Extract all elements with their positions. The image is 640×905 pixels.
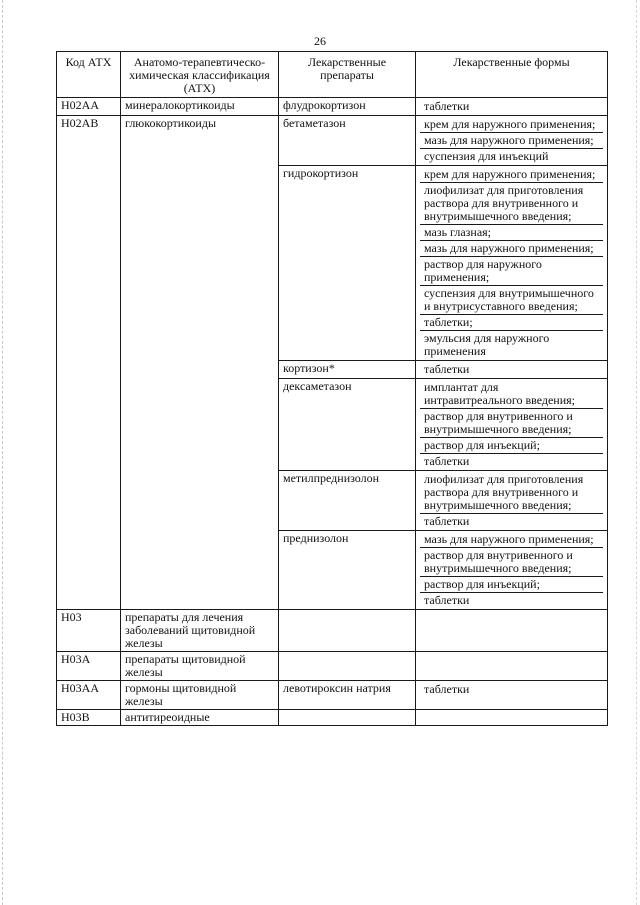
table-row xyxy=(57,710,608,726)
forms-cell xyxy=(416,710,608,726)
dosage-form: мазь глазная; xyxy=(420,224,603,240)
header-group: Анатомо-терапевтическо-химическая классификация (АТХ) xyxy=(121,52,279,98)
table-row xyxy=(57,652,608,681)
header-forms: Лекарственные формы xyxy=(416,52,608,98)
drug-cell: дексаметазон xyxy=(279,379,416,471)
table-header-row xyxy=(57,52,608,98)
forms-cell xyxy=(416,610,608,652)
forms-cell xyxy=(416,531,608,610)
dosage-form: мазь для наружного применения; xyxy=(420,240,603,256)
drug-cell: преднизолон xyxy=(279,531,416,610)
code-cell: H03AA xyxy=(57,681,121,710)
drug-cell: кортизон* xyxy=(279,361,416,379)
dosage-form: суспензия для инъекций xyxy=(420,148,603,164)
scan-edge-left xyxy=(2,0,4,905)
group-cell: препараты щитовидной железы xyxy=(121,652,279,681)
dosage-form: эмульсия для наружного применения xyxy=(420,330,603,359)
dosage-form: таблетки; xyxy=(420,314,603,330)
drug-cell: бетаметазон xyxy=(279,116,416,166)
forms-cell xyxy=(416,681,608,710)
dosage-form: раствор для внутривенного и внутримышечного введения; xyxy=(420,408,603,437)
code-cell: H03 xyxy=(57,610,121,652)
dosage-form: таблетки xyxy=(420,592,603,608)
scan-edge-right xyxy=(636,0,638,905)
drug-cell xyxy=(279,652,416,681)
page-number: 26 xyxy=(314,34,326,48)
header-drugs: Лекарственные препараты xyxy=(279,52,416,98)
header-code: Код АТХ xyxy=(57,52,121,98)
dosage-form: раствор для наружного применения; xyxy=(420,256,603,285)
dosage-form: лиофилизат для приготовления раствора для внутривенного и внутримышечного введения; xyxy=(424,472,584,512)
group-cell: антитиреоидные xyxy=(121,710,279,726)
dosage-form: суспензия для внутримышечного и внутрисуставного введения; xyxy=(420,285,603,314)
forms-cell xyxy=(416,652,608,681)
group-cell: препараты для лечения заболеваний щитовидной железы xyxy=(121,610,279,652)
table-row xyxy=(57,610,608,652)
table-row xyxy=(57,98,608,116)
group-cell: глюкокортикоиды xyxy=(121,116,279,610)
dosage-form: таблетки xyxy=(424,362,470,376)
code-cell: H03A xyxy=(57,652,121,681)
dosage-form: крем для наружного применения; xyxy=(424,167,596,181)
code-cell: H02AB xyxy=(57,116,121,610)
dosage-form: лиофилизат для приготовления раствора для внутривенного и внутримышечного введения; xyxy=(420,182,603,224)
dosage-form: мазь для наружного применения; xyxy=(424,532,594,546)
forms-cell xyxy=(416,361,608,379)
table-row xyxy=(57,681,608,710)
forms-cell xyxy=(416,379,608,471)
drug-cell: флудрокортизон xyxy=(279,98,416,116)
atx-drug-table xyxy=(56,51,608,726)
dosage-form: крем для наружного применения; xyxy=(424,117,596,131)
dosage-form: таблетки xyxy=(424,99,470,113)
dosage-form: таблетки xyxy=(424,682,470,696)
group-cell: минералокортикоиды xyxy=(121,98,279,116)
group-cell: гормоны щитовидной железы xyxy=(121,681,279,710)
dosage-form: раствор для инъекций; xyxy=(420,576,603,592)
forms-cell xyxy=(416,98,608,116)
forms-cell xyxy=(416,166,608,361)
dosage-form: раствор для инъекций; xyxy=(420,437,603,453)
dosage-form: имплантат для интравитреального введения; xyxy=(424,380,576,407)
forms-cell xyxy=(416,116,608,166)
dosage-form: таблетки xyxy=(420,453,603,469)
table-row xyxy=(57,116,608,166)
forms-cell xyxy=(416,471,608,531)
code-cell: H03B xyxy=(57,710,121,726)
dosage-form: раствор для внутривенного и внутримышечного введения; xyxy=(420,547,603,576)
code-cell: H02AA xyxy=(57,98,121,116)
drug-cell: гидрокортизон xyxy=(279,166,416,361)
drug-cell xyxy=(279,710,416,726)
drug-cell: левотироксин натрия xyxy=(279,681,416,710)
dosage-form: таблетки xyxy=(420,513,603,529)
drug-cell xyxy=(279,610,416,652)
dosage-form: мазь для наружного применения; xyxy=(420,132,603,148)
drug-cell: метилпреднизолон xyxy=(279,471,416,531)
